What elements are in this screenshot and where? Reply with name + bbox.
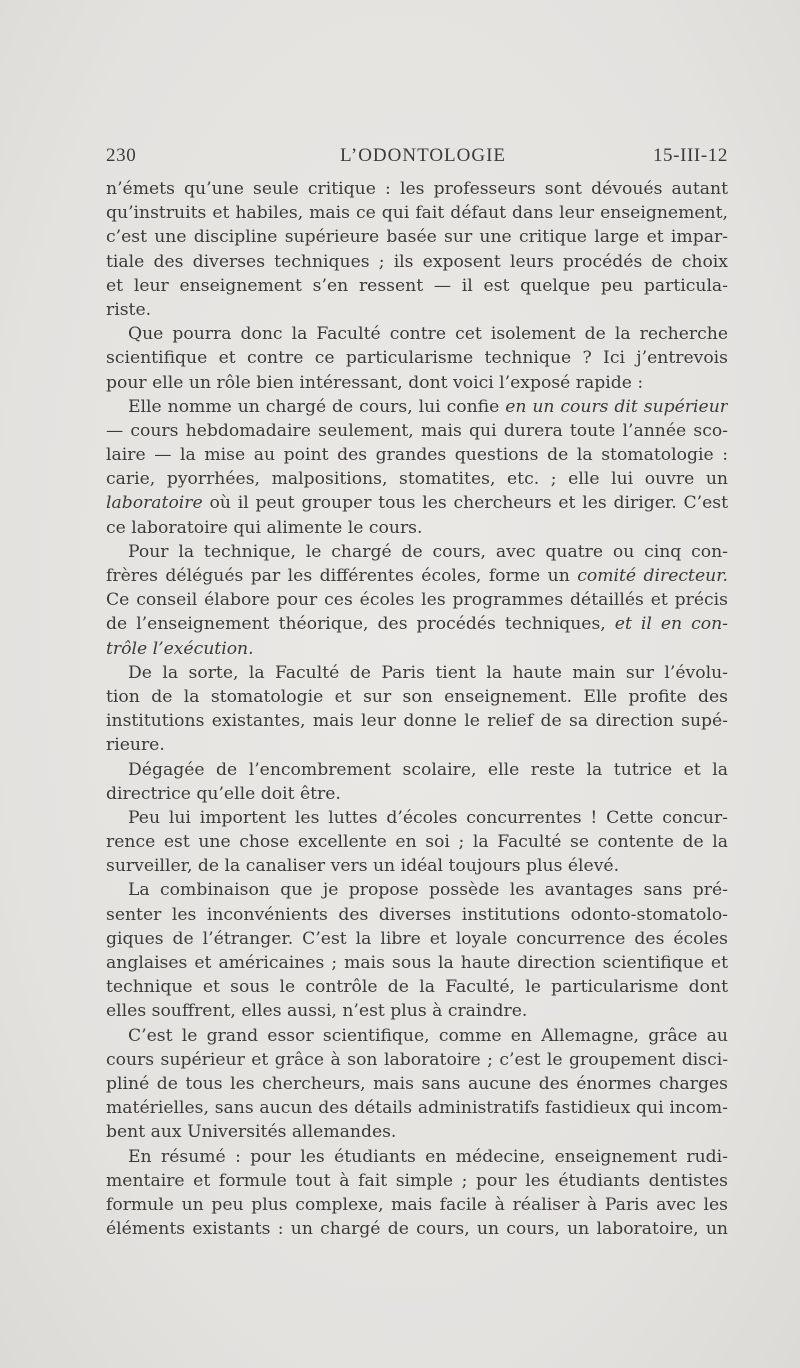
text-line	[106, 685, 728, 709]
text-line	[106, 1072, 728, 1096]
italic-segment: comité directeur.	[577, 566, 728, 586]
text-segment: c’est une discipline supérieure basée sur une critique large et impar-	[106, 227, 728, 248]
italic-segment: en un cours dit supérieur	[505, 396, 728, 417]
text-segment: matérielles, sans aucun des détails administratifs fastidieux qui incom-	[106, 1098, 728, 1119]
body-text	[106, 177, 728, 1241]
text-segment: elles souffrent, elles aussi, n’est plus à craindre.	[106, 1001, 528, 1022]
journal-title: L’ODONTOLOGIE	[340, 145, 507, 166]
text-segment: laire — la mise au point des grandes questions de la stomatologie :	[106, 445, 728, 466]
text-line	[106, 951, 728, 975]
text-line	[106, 927, 728, 951]
text-line	[106, 346, 728, 370]
text-segment: tion de la stomatologie et sur son enseignement. Elle profite des	[106, 686, 728, 707]
text-segment: et leur enseignement s’en ressent — il est quelque peu particula-	[106, 275, 728, 296]
text-segment: Que pourra donc la Faculté contre cet isolement de la recherche	[128, 324, 728, 345]
text-line	[106, 564, 728, 588]
text-segment: de l’enseignement théorique, des procédés techniques,	[106, 614, 615, 635]
text-segment: mentaire et formule tout à fait simple ; pour les étudiants dentistes	[106, 1170, 728, 1191]
italic-segment: et il en con-	[614, 614, 728, 635]
text-line	[106, 878, 728, 902]
text-segment: Dégagée de l’encombrement scolaire, elle reste la tutrice et la	[128, 759, 728, 780]
text-line	[106, 250, 728, 274]
text-segment: carie, pyorrhées, malpositions, stomatites, etc. ; elle lui ouvre un	[106, 469, 728, 490]
text-line	[106, 491, 728, 515]
text-segment: Ce conseil élabore pour ces écoles les programmes détaillés et précis	[106, 590, 728, 611]
text-line	[106, 854, 728, 878]
text-segment: Pour la technique, le chargé de cours, avec quatre ou cinq con-	[128, 541, 728, 562]
text-segment: Elle nomme un chargé de cours, lui confie	[128, 396, 506, 417]
text-segment: Peu lui importent les luttes d’écoles concurrentes ! Cette concur-	[128, 807, 728, 828]
text-segment: rence est une chose excellente en soi ; la Faculté se contente de la	[106, 832, 728, 853]
text-line	[106, 274, 728, 298]
italic-segment: laboratoire	[106, 493, 203, 514]
text-segment: senter les inconvénients des diverses institutions odonto-stomatolo-	[106, 904, 728, 925]
text-segment: riste.	[106, 299, 152, 320]
text-segment: tiale des diverses techniques ; ils exposent leurs procédés de choix	[106, 251, 728, 272]
text-segment: ce laboratoire qui alimente le cours.	[106, 517, 423, 538]
text-line	[106, 758, 728, 782]
text-segment: pliné de tous les chercheurs, mais sans aucune des énormes charges	[106, 1073, 728, 1094]
italic-segment: trôle l’exécution.	[106, 638, 254, 659]
text-segment: n’émets qu’une seule critique : les professeurs sont dévoués autant	[106, 179, 728, 199]
text-line	[106, 588, 728, 612]
text-segment: où il peut grouper tous les chercheurs et les diriger. C’est	[202, 493, 728, 514]
text-line	[106, 637, 728, 661]
text-line	[106, 225, 728, 249]
text-segment: C’est le grand essor scientifique, comme en Allemagne, grâce au	[128, 1025, 728, 1046]
text-segment: En résumé : pour les étudiants en médecine, enseignement rudi-	[128, 1146, 728, 1167]
text-line	[106, 1096, 728, 1120]
text-line	[106, 298, 728, 322]
text-line	[106, 1169, 728, 1193]
text-line	[106, 322, 728, 346]
text-segment: giques de l’étranger. C’est la libre et loyale concurrence des écoles	[106, 928, 728, 949]
text-line	[106, 782, 728, 806]
text-line	[106, 201, 728, 225]
text-segment: rieure.	[106, 735, 165, 756]
text-line	[106, 467, 728, 491]
text-line	[106, 1145, 728, 1169]
text-line	[106, 540, 728, 564]
text-segment: cours supérieur et grâce à son laboratoire ; c’est le groupement disci-	[106, 1049, 728, 1070]
text-segment: scientifique et contre ce particularisme technique ? Ici j’entrevois	[106, 348, 728, 369]
text-line	[106, 1048, 728, 1072]
text-line	[106, 371, 728, 395]
issue-date: 15-III-12	[652, 145, 728, 166]
text-segment: formule un peu plus complexe, mais facile à réaliser à Paris avec les	[106, 1194, 728, 1215]
text-segment: De la sorte, la Faculté de Paris tient la haute main sur l’évolu-	[128, 662, 728, 683]
text-segment: directrice qu’elle doit être.	[106, 783, 341, 804]
text-segment: qu’instruits et habiles, mais ce qui fait défaut dans leur enseignement,	[106, 203, 728, 224]
text-line	[106, 999, 728, 1023]
text-line	[106, 1024, 728, 1048]
text-segment: anglaises et américaines ; mais sous la haute direction scientifique et	[106, 953, 728, 973]
text-segment: surveiller, de la canaliser vers un idéal toujours plus élevé.	[106, 856, 620, 877]
text-line	[106, 661, 728, 685]
text-line	[106, 1120, 728, 1144]
text-line	[106, 177, 728, 201]
text-line	[106, 443, 728, 467]
text-line	[106, 975, 728, 999]
text-line	[106, 733, 728, 757]
text-segment: La combinaison que je propose possède les avantages sans pré-	[128, 880, 728, 901]
text-line	[106, 612, 728, 636]
text-line	[106, 1217, 728, 1241]
text-segment: pour elle un rôle bien intéressant, dont voici l’exposé rapide :	[106, 372, 644, 393]
text-line	[106, 709, 728, 733]
text-line	[106, 1193, 728, 1217]
text-line	[106, 395, 728, 419]
text-segment: frères délégués par les différentes écoles, forme un	[106, 566, 578, 586]
text-segment: institutions existantes, mais leur donne le relief de sa direction supé-	[106, 711, 728, 732]
page-number: 230	[106, 145, 137, 166]
running-head	[106, 145, 728, 169]
text-line	[106, 806, 728, 830]
text-line	[106, 516, 728, 540]
text-segment: — cours hebdomadaire seulement, mais qui durera toute l’année sco-	[106, 420, 728, 441]
text-segment: éléments existants : un chargé de cours, un cours, un laboratoire, un	[106, 1219, 728, 1240]
text-segment: technique et sous le contrôle de la Faculté, le particularisme dont	[106, 977, 728, 998]
text-line	[106, 830, 728, 854]
text-segment: bent aux Universités allemandes.	[106, 1122, 397, 1143]
text-line	[106, 419, 728, 443]
text-line	[106, 903, 728, 927]
